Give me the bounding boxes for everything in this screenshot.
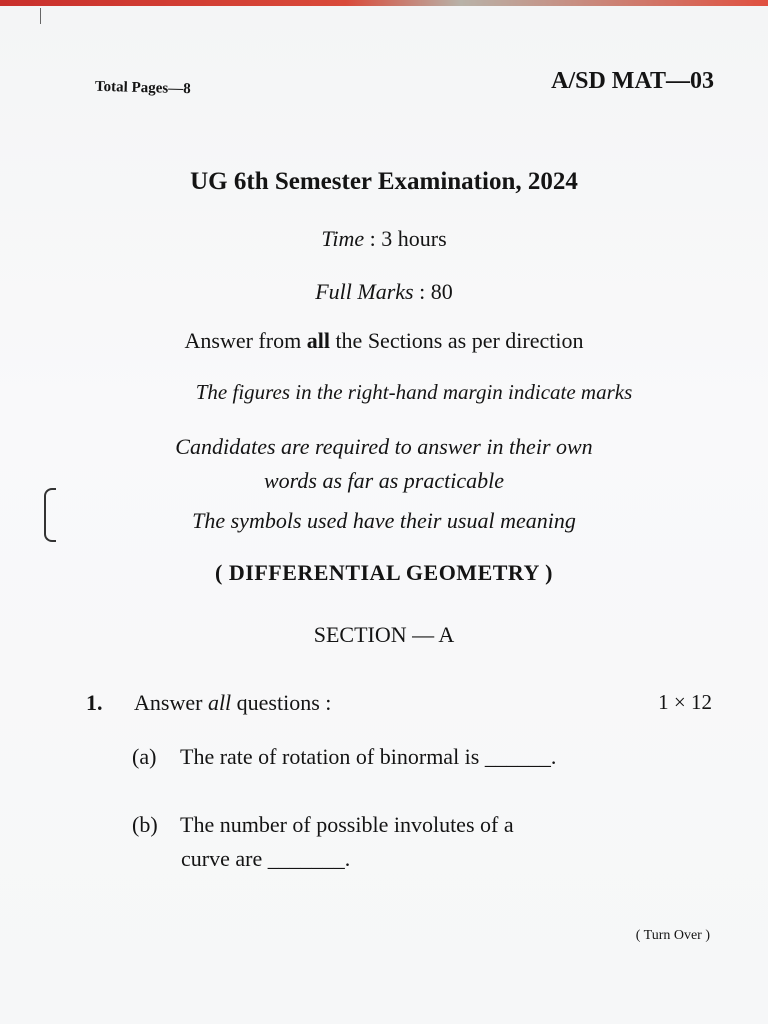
question-number: 1. — [86, 690, 103, 715]
marks-label: Full Marks — [315, 279, 414, 304]
turn-over-note: ( Turn Over ) — [635, 928, 710, 943]
pen-mark — [40, 8, 45, 24]
bracket-pen-mark — [44, 488, 56, 542]
direction-note — [0, 328, 768, 354]
direction-post: the Sections as per direction — [329, 328, 584, 353]
question-marks: 1 × 12 — [658, 690, 712, 714]
direction-bold: all — [306, 328, 330, 353]
candidates-note — [0, 430, 768, 498]
section-heading: SECTION — A — [313, 622, 455, 647]
marks-value: : 80 — [413, 279, 453, 304]
question-text-post: questions : — [231, 690, 332, 715]
time-label: Time — [321, 226, 365, 251]
figures-note: The figures in the right-hand margin indicate marks — [195, 380, 633, 404]
question-1 — [86, 690, 716, 716]
question-text-pre: Answer — [134, 690, 208, 715]
part-text-line-2: curve are _______. — [181, 846, 351, 871]
subject-title: ( DIFFERENTIAL GEOMETRY ) — [215, 560, 553, 585]
paper-code: A/SD MAT—03 — [551, 68, 714, 94]
part-text-line-1: The number of possible involutes of a — [180, 812, 514, 837]
part-text: The rate of rotation of binormal is ______. — [180, 744, 557, 769]
exam-time — [0, 226, 768, 252]
candidates-line-2: words as far as practicable — [264, 468, 504, 493]
exam-title: UG 6th Semester Examination, 2024 — [190, 168, 578, 195]
candidates-line-1: Candidates are required to answer in their own — [175, 434, 593, 459]
question-part-b — [132, 808, 692, 876]
question-text-italic: all — [207, 690, 232, 715]
part-label: (a) — [132, 744, 157, 769]
full-marks — [0, 279, 768, 305]
symbols-note: The symbols used have their usual meaning — [192, 508, 576, 533]
background-strip — [0, 0, 768, 6]
question-part-a — [132, 740, 692, 774]
direction-pre: Answer from — [184, 328, 307, 353]
time-value: : 3 hours — [364, 226, 447, 251]
part-label: (b) — [132, 812, 158, 837]
total-pages: Total Pages—8 — [94, 78, 191, 98]
